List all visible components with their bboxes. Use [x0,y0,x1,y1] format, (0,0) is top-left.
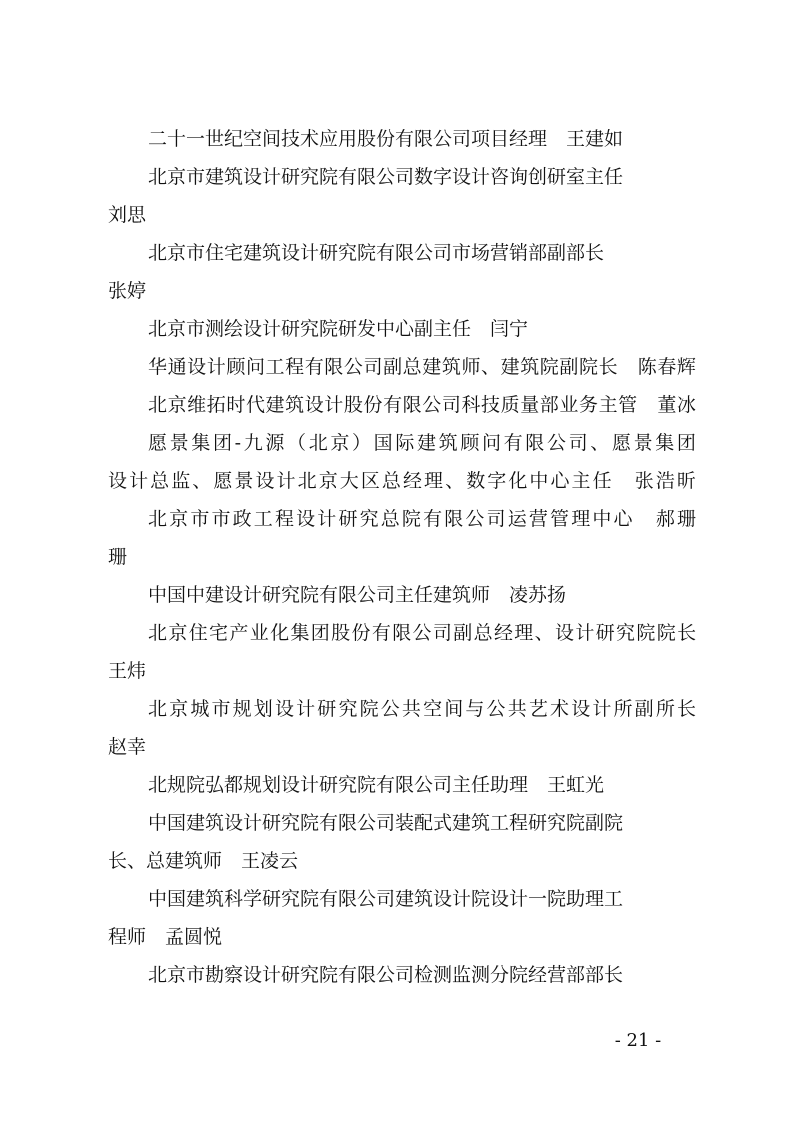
list-line: 北规院弘都规划设计研究院有限公司主任助理 王虹光 [148,774,605,796]
list-line: 北京市测绘设计研究院研发中心副主任 闫宁 [148,318,529,340]
list-line: 长、总建筑师 王凌云 [108,850,299,872]
list-line: 北京市住宅建筑设计研究院有限公司市场营销部副部长 [148,242,605,264]
page-number: - 21 - [614,1030,662,1051]
list-line: 北京城市规划设计研究院公共空间与公共艺术设计所副所长 [148,698,699,720]
list-line: 北京市勘察设计研究院有限公司检测监测分院经营部部长 [148,964,624,986]
list-line: 珊 [108,546,128,568]
list-line: 张婷 [108,280,147,302]
list-line: 北京维拓时代建筑设计股份有限公司科技质量部业务主管 董冰 [148,394,697,416]
list-line: 华通设计顾问工程有限公司副总建筑师、建筑院副院长 陈春辉 [148,356,697,378]
list-line: 王炜 [108,660,147,682]
list-line: 北京市建筑设计研究院有限公司数字设计咨询创研室主任 [148,166,624,188]
list-line: 二十一世纪空间技术应用股份有限公司项目经理 王建如 [148,128,624,150]
list-line: 赵幸 [108,736,147,758]
list-line: 中国建筑设计研究院有限公司装配式建筑工程研究院副院 [148,812,624,834]
list-line: 中国中建设计研究院有限公司主任建筑师 凌苏扬 [148,584,567,606]
list-line: 程师 孟圆悦 [108,926,223,948]
list-line: 愿景集团-九源（北京）国际建筑顾问有限公司、愿景集团 [148,432,699,454]
list-line: 设计总监、愿景设计北京大区总经理、数字化中心主任 张浩昕 [108,470,698,492]
list-line: 中国建筑科学研究院有限公司建筑设计院设计一院助理工 [148,888,624,910]
list-line: 北京市市政工程设计研究总院有限公司运营管理中心 郝珊 [148,508,699,530]
list-line: 刘思 [108,204,147,226]
list-line: 北京住宅产业化集团股份有限公司副总经理、设计研究院院长 [148,622,698,644]
